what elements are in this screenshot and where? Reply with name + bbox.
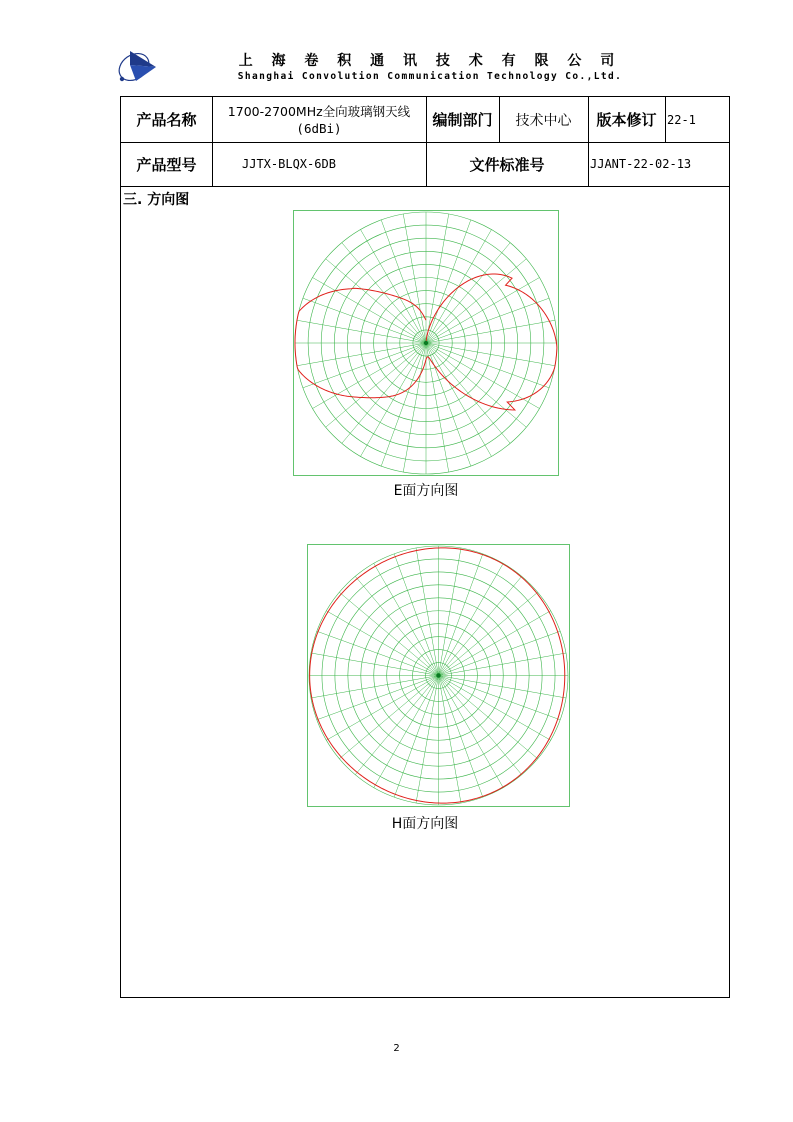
revision-value: 22-1 (667, 112, 696, 127)
grid-spoke (439, 576, 522, 675)
h-plane-caption: H面方向图 (391, 816, 459, 832)
grid-spoke (355, 676, 438, 775)
table-bottom-border (121, 186, 729, 187)
revision-label: 版本修订 (596, 111, 657, 129)
h-plane-pattern-plot (307, 544, 570, 807)
plot-center (436, 673, 440, 677)
model-value: JJTX-BLQX-6DB (242, 157, 336, 171)
product-name-value (212, 97, 426, 142)
model-label: 产品型号 (136, 155, 197, 174)
grid-spoke (439, 592, 538, 675)
grid-spoke (426, 259, 526, 343)
grid-spoke (426, 343, 526, 427)
grid-spoke (439, 676, 538, 759)
grid-spoke (439, 676, 522, 775)
e-plane-caption: E面方向图 (393, 483, 459, 499)
grid-spoke (326, 343, 426, 427)
company-name-cn: 上 海 卷 积 通 讯 技 术 有 限 公 司 (238, 53, 622, 69)
doc-no-label: 文件标准号 (469, 155, 545, 174)
doc-no-value: JJANT-22-02-13 (590, 157, 692, 171)
grid-spoke (355, 576, 438, 675)
plot-center (424, 341, 428, 345)
company-name-en: Shanghai Convolution Communication Technology Co.,Ltd. (237, 71, 623, 82)
section-title: 三. 方向图 (123, 192, 190, 208)
grid-spoke (339, 592, 438, 675)
grid-spoke (426, 243, 510, 343)
page-number: 2 (393, 1043, 400, 1054)
e-plane-pattern-plot (293, 210, 559, 476)
product-name-label: 产品名称 (136, 111, 197, 129)
product-name-line2: (6dBi) (296, 120, 342, 136)
company-logo (116, 45, 158, 87)
dept-value: 技术中心 (515, 112, 572, 129)
document-frame (120, 96, 730, 998)
grid-spoke (339, 676, 438, 759)
grid-spoke (342, 343, 426, 443)
grid-spoke (326, 259, 426, 343)
dept-label: 编制部门 (432, 111, 493, 129)
grid-spoke (426, 343, 510, 443)
product-name-line1: 1700-2700MHz全向玻璃钢天线 (227, 103, 411, 119)
